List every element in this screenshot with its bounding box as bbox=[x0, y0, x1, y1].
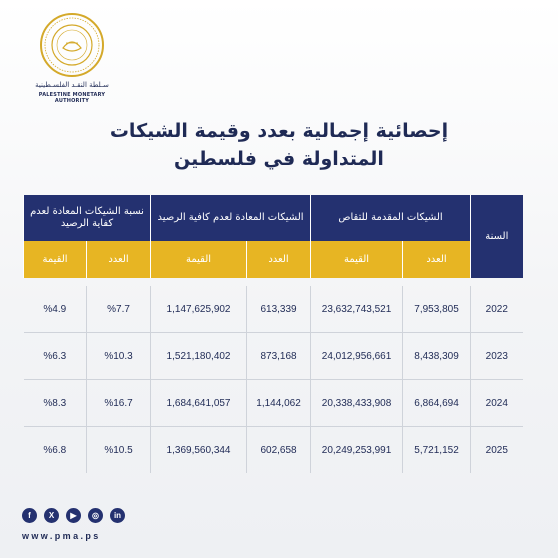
cell-ratio-value: %6.3 bbox=[24, 333, 87, 380]
subheader-count: العدد bbox=[247, 241, 311, 278]
cell-returned-count: 613,339 bbox=[247, 286, 311, 333]
cell-presented-value: 23,632,743,521 bbox=[311, 286, 403, 333]
linkedin-icon[interactable]: in bbox=[110, 508, 125, 523]
cell-returned-value: 1,369,560,344 bbox=[151, 427, 247, 474]
header-year: السنة bbox=[471, 195, 523, 278]
cell-ratio-value: %6.8 bbox=[24, 427, 87, 474]
cell-returned-count: 873,168 bbox=[247, 333, 311, 380]
cell-ratio-count: %16.7 bbox=[87, 380, 151, 427]
subheader-value: القيمة bbox=[151, 241, 247, 278]
cell-presented-count: 7,953,805 bbox=[403, 286, 471, 333]
cell-year: 2024 bbox=[471, 380, 523, 427]
cell-returned-value: 1,684,641,057 bbox=[151, 380, 247, 427]
subheader-count: العدد bbox=[403, 241, 471, 278]
title-line-2: المتداولة في فلسطين bbox=[174, 148, 384, 170]
cell-presented-value: 20,249,253,991 bbox=[311, 427, 403, 474]
pma-logo bbox=[22, 12, 122, 102]
logo-arabic-name: سـلطة النقـد الفلسـطينية bbox=[35, 81, 109, 89]
cell-year: 2022 bbox=[471, 286, 523, 333]
table-row bbox=[24, 333, 523, 380]
header-presented-checks: الشيكات المقدمة للتقاص bbox=[311, 195, 471, 241]
website-link[interactable]: www.pma.ps bbox=[22, 531, 101, 541]
cell-presented-count: 6,864,694 bbox=[403, 380, 471, 427]
social-links bbox=[22, 508, 132, 524]
cell-presented-value: 20,338,433,908 bbox=[311, 380, 403, 427]
cell-presented-value: 24,012,956,661 bbox=[311, 333, 403, 380]
cell-ratio-value: %8.3 bbox=[24, 380, 87, 427]
table-row bbox=[24, 380, 523, 427]
checks-statistics-table bbox=[23, 195, 523, 473]
pma-seal-icon bbox=[39, 12, 105, 78]
cell-year: 2023 bbox=[471, 333, 523, 380]
cell-presented-count: 8,438,309 bbox=[403, 333, 471, 380]
subheader-count: العدد bbox=[87, 241, 151, 278]
subheader-value: القيمة bbox=[311, 241, 403, 278]
cell-ratio-count: %10.3 bbox=[87, 333, 151, 380]
x-icon[interactable]: X bbox=[44, 508, 59, 523]
facebook-icon[interactable]: f bbox=[22, 508, 37, 523]
title-line-1: إحصائية إجمالية بعدد وقيمة الشيكات bbox=[109, 120, 449, 142]
youtube-icon[interactable]: ▶ bbox=[66, 508, 81, 523]
subheader-value: القيمة bbox=[24, 241, 87, 278]
table-row bbox=[24, 286, 523, 333]
instagram-icon[interactable]: ◎ bbox=[88, 508, 103, 523]
cell-year: 2025 bbox=[471, 427, 523, 474]
cell-ratio-value: %4.9 bbox=[43, 303, 67, 315]
cell-returned-count: 602,658 bbox=[247, 427, 311, 474]
header-returned-ratio: نسبة الشيكات المعادة لعدم كفاية الرصيد bbox=[24, 195, 151, 241]
header-returned-checks: الشيكات المعادة لعدم كافية الرصيد bbox=[151, 195, 311, 241]
cell-returned-value: 1,147,625,902 bbox=[151, 286, 247, 333]
table-row bbox=[24, 427, 523, 474]
logo-english-name: PALESTINE MONETARY AUTHORITY bbox=[38, 92, 106, 104]
cell-ratio-count: %7.7 bbox=[87, 286, 151, 333]
cell-presented-count: 5,721,152 bbox=[403, 427, 471, 474]
cell-returned-value: 1,521,180,402 bbox=[151, 333, 247, 380]
cell-returned-count: 1,144,062 bbox=[247, 380, 311, 427]
cell-ratio-count: %10.5 bbox=[87, 427, 151, 474]
